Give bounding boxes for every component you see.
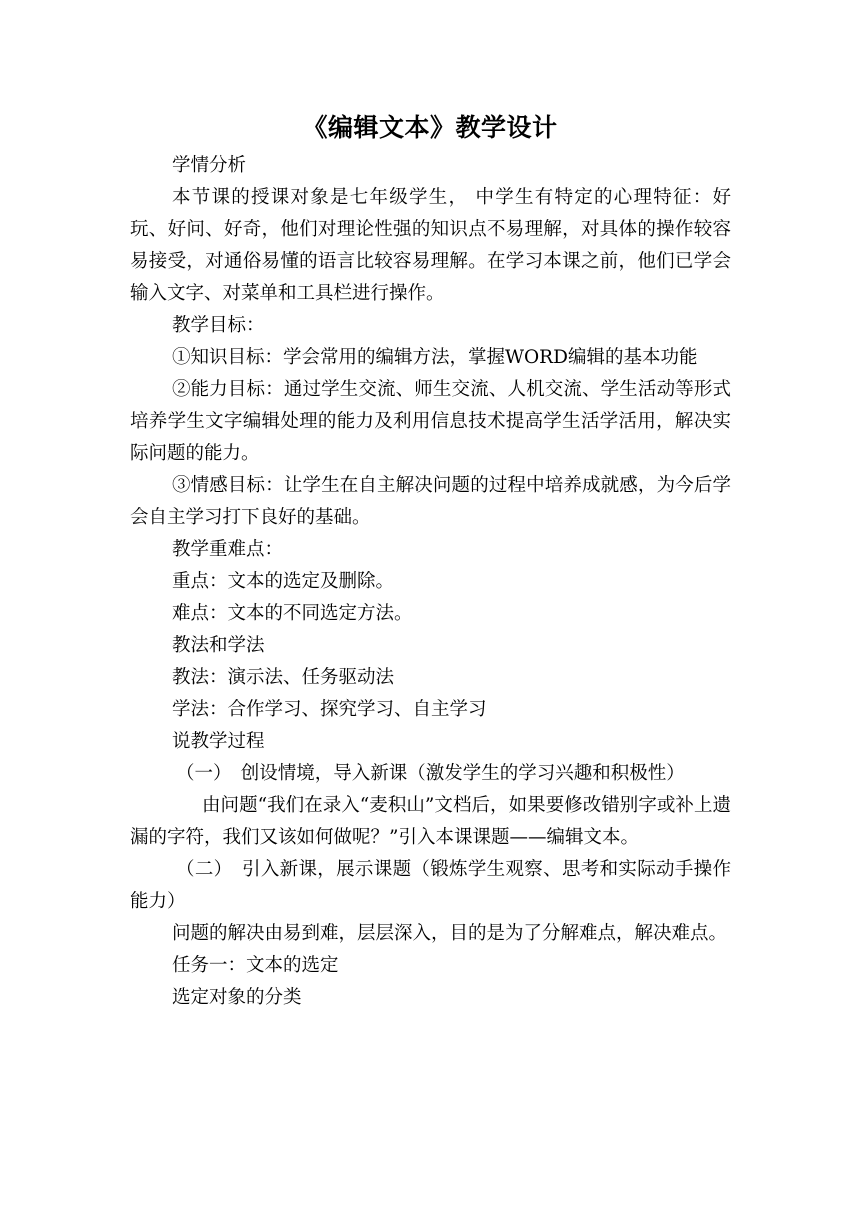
document-title: 《编辑文本》教学设计 [302, 113, 558, 142]
paragraph-selection-types: 选定对象的分类 [172, 987, 302, 1008]
document-body [130, 150, 731, 1014]
heading-key-points: 教学重难点： [172, 539, 284, 560]
task-one-heading: 任务一：文本的选定 [172, 955, 339, 976]
paragraph-ability-goal: ②能力目标：通过学生交流、师生交流、人机交流、学生活动等形式培养学生文字编辑处理的能力及利用信息技术提高学生活学活用，解决实际问题的能力。 [130, 379, 731, 464]
heading-teaching-goals: 教学目标： [172, 315, 265, 336]
heading-learner-analysis: 学情分析 [172, 155, 247, 176]
paragraph-section-one: 由问题“我们在录入“麦积山”文档后，如果要修改错别字或补上遗漏的字符，我们又该如何做呢？”引入本课课题——编辑文本。 [130, 795, 731, 848]
paragraph-learning-method: 学法：合作学习、探究学习、自主学习 [172, 699, 487, 720]
heading-methods: 教法和学法 [172, 635, 265, 656]
heading-teaching-process: 说教学过程 [172, 731, 265, 752]
paragraph-section-two: 问题的解决由易到难，层层深入，目的是为了分解难点，解决难点。 [172, 923, 728, 944]
section-two-heading: （二） 引入新课，展示课题（锻炼学生观察、思考和实际动手操作能力） [130, 859, 731, 912]
paragraph-emotion-goal: ③情感目标：让学生在自主解决问题的过程中培养成就感，为今后学会自主学习打下良好的基础。 [130, 475, 731, 528]
paragraph-key-point: 重点：文本的选定及删除。 [172, 571, 395, 592]
paragraph-teaching-method: 教法：演示法、任务驱动法 [172, 667, 395, 688]
paragraph-learner-analysis: 本节课的授课对象是七年级学生， 中学生有特定的心理特征：好玩、好问、好奇，他们对理论性强的知识点不易理解，对具体的操作较容易接受，对通俗易懂的语言比较容易理解。在学习本课之前，他们已学会输入文字、对菜单和工具栏进行操作。 [130, 187, 731, 304]
paragraph-knowledge-goal: ①知识目标：学会常用的编辑方法，掌握WORD编辑的基本功能 [172, 347, 698, 368]
paragraph-difficult-point: 难点：文本的不同选定方法。 [172, 603, 413, 624]
section-one-heading: （一） 创设情境，导入新课（激发学生的学习兴趣和积极性） [176, 763, 685, 784]
